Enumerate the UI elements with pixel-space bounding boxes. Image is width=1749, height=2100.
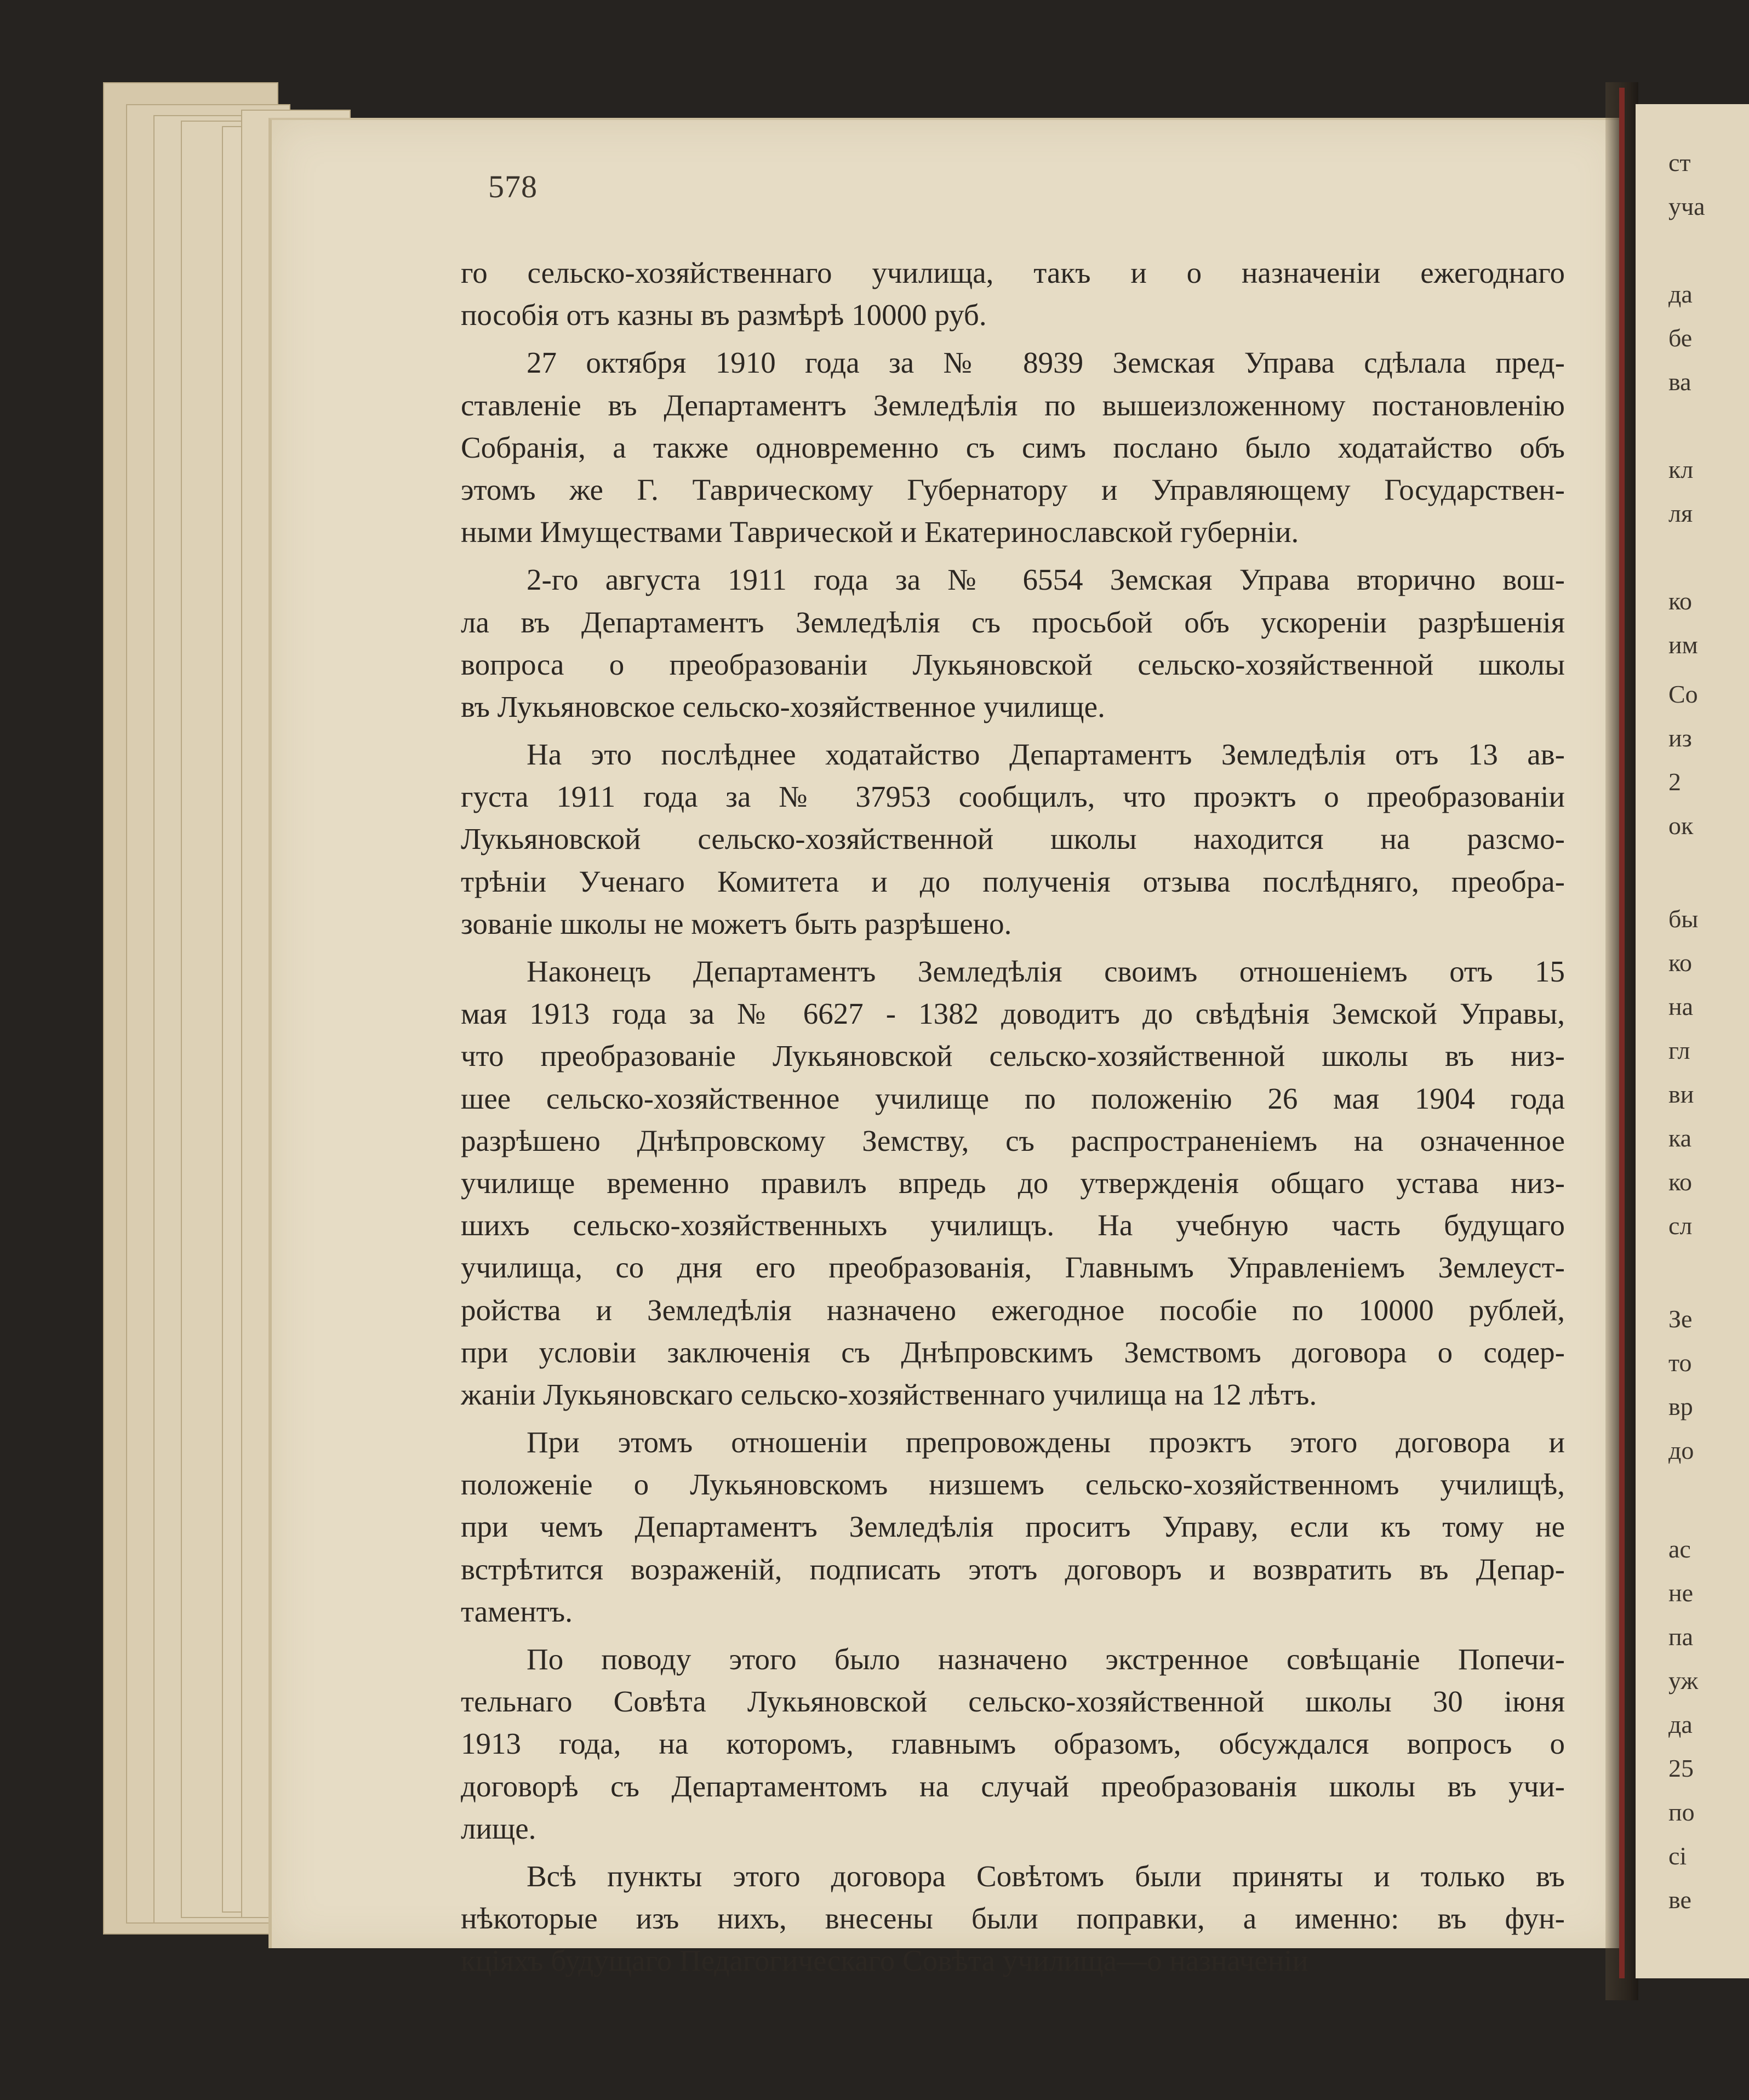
text-line: По поводу этого было назначено экстренное совѣщанiе Попечи- — [527, 1642, 1565, 1676]
facing-page-text: им — [1668, 631, 1698, 659]
facing-page-text: ля — [1668, 499, 1693, 527]
text-line: Лукьяновской сельско-хозяйственной школы находится на разсмо- — [461, 822, 1565, 856]
text-line: ла въ Департаментъ Земледѣлiя съ просьбой объ ускоренiи разрѣшенiя — [461, 605, 1565, 639]
text-line: разрѣшено Днѣпровскому Земству, съ распространенiемъ на означенное — [461, 1123, 1565, 1157]
text-line: ными Имуществами Таврической и Екатеринославской губернiи. — [461, 515, 1299, 549]
facing-page-text: ко — [1668, 587, 1693, 615]
text-line: вопроса о преобразованiи Лукьяновской сельско-хозяйственной школы — [461, 647, 1565, 681]
facing-page-text: да — [1668, 1710, 1693, 1738]
paragraph — [461, 252, 1565, 336]
facing-page-text: то — [1668, 1349, 1692, 1377]
text-line: что преобразованiе Лукьяновской сельско-хозяйственной школы въ низ- — [461, 1039, 1565, 1073]
facing-page-text: ас — [1668, 1535, 1691, 1563]
facing-page-text: ст — [1668, 149, 1691, 176]
text-line: таментъ. — [461, 1594, 573, 1628]
text-line: Наконецъ Департаментъ Земледѣлiя своимъ отношенiемъ отъ 15 — [527, 955, 1565, 988]
text-line: училища, со дня его преобразованiя, Главнымъ Управленiемъ Землеуст- — [461, 1251, 1565, 1285]
paragraph — [461, 1421, 1565, 1633]
text-line: въ Лукьяновское сельско-хозяйственное училище. — [461, 689, 1105, 723]
facing-page-fragment — [1636, 104, 1749, 1978]
page-number: 578 — [488, 169, 538, 204]
text-line: при чемъ Департаментъ Земледѣлiя проситъ Управу, если къ тому не — [461, 1510, 1565, 1544]
text-line: На это послѣднее ходатайство Департаментъ Земледѣлiя отъ 13 ав- — [527, 738, 1565, 772]
text-line: ставленiе въ Департаментъ Земледѣлiя по вышеизложенному постановленiю — [461, 388, 1565, 422]
facing-page-text: гл — [1668, 1036, 1690, 1064]
text-line: 1913 года, на которомъ, главнымъ образомъ, обсуждался вопросъ о — [461, 1727, 1565, 1761]
text-line: договорѣ съ Департаментомъ на случай преобразованiя школы въ учи- — [461, 1769, 1565, 1803]
facing-page-text: уча — [1668, 192, 1705, 220]
text-line: При этомъ отношенiи препровождены проэктъ этого договора и — [527, 1425, 1565, 1459]
facing-page-text: ка — [1668, 1124, 1692, 1152]
facing-page-text: ви — [1668, 1080, 1694, 1108]
facing-page-text: из — [1668, 724, 1692, 752]
paragraph — [461, 733, 1565, 945]
facing-page-text: Со — [1668, 680, 1698, 708]
facing-page-text: ко — [1668, 949, 1693, 977]
page-body-text — [461, 252, 1565, 1988]
text-line: этомъ же Г. Таврическому Губернатору и Управляющему Государствен- — [461, 472, 1565, 506]
facing-page-text: ок — [1668, 812, 1694, 840]
text-line: положенiе о Лукьяновскомъ низшемъ сельско-хозяйственномъ училищѣ, — [461, 1468, 1565, 1502]
text-line: густа 1911 года за № 37953 сообщилъ, что проэктъ о преобразованiи — [461, 780, 1565, 814]
facing-page-text: не — [1668, 1579, 1694, 1607]
text-line: пособiя отъ казны въ размѣрѣ 10000 руб. — [461, 298, 987, 332]
text-line: шее сельско-хозяйственное училище по положенiю 26 мая 1904 года — [461, 1081, 1565, 1115]
facing-page-text: до — [1668, 1436, 1694, 1464]
text-line: мая 1913 года за № 6627 - 1382 доводитъ до свѣдѣнiя Земской Управы, — [461, 997, 1565, 1031]
text-line: при условiи заключенiя съ Днѣпровскимъ Земствомъ договора о содер- — [461, 1335, 1565, 1369]
text-line: трѣнiи Ученаго Комитета и до полученiя отзыва послѣдняго, преобра- — [461, 864, 1565, 898]
facing-page-text: да — [1668, 280, 1693, 308]
text-line: нѣкоторые изъ нихъ, внесены были поправки, а именно: въ фун- — [461, 1902, 1565, 1936]
text-line: училище временно правилъ впредь до утвержденiя общаго устава низ- — [461, 1166, 1565, 1200]
text-line: тельнаго Совѣта Лукьяновской сельско-хозяйственной школы 30 iюня — [461, 1685, 1565, 1719]
page-edge-red — [1619, 88, 1625, 1978]
text-line: кцiяхъ будущаго Педагогическаго Совѣта училища—о назначенiи — [461, 1944, 1308, 1978]
facing-page-text: па — [1668, 1623, 1694, 1651]
facing-page-text: сі — [1668, 1842, 1687, 1870]
facing-page-text: бы — [1668, 905, 1699, 933]
facing-page-text: ко — [1668, 1168, 1693, 1196]
text-line: жанiи Лукьяновскаго сельско-хозяйственнаго училища на 12 лѣтъ. — [461, 1377, 1317, 1411]
book-page — [268, 118, 1622, 1978]
paragraph — [461, 558, 1565, 728]
facing-page-text: ва — [1668, 368, 1691, 396]
text-line: 2-го августа 1911 года за № 6554 Земская Управа вторично вош- — [527, 563, 1565, 597]
facing-page-text: вр — [1668, 1393, 1693, 1420]
facing-page-text: по — [1668, 1798, 1695, 1826]
facing-page-text: 2 — [1668, 768, 1681, 796]
facing-page-text: кл — [1668, 455, 1694, 483]
facing-page-text: 25 — [1668, 1754, 1694, 1782]
facing-page-text: Зе — [1668, 1305, 1693, 1333]
text-line: Собранiя, а также одновременно съ симъ послано было ходатайство объ — [461, 430, 1565, 464]
text-line: 27 октября 1910 года за № 8939 Земская Управа сдѣлала пред- — [527, 346, 1565, 380]
text-line: го сельско-хозяйственнаго училища, такъ и о назначенiи ежегоднаго — [461, 256, 1565, 289]
facing-page-text: бе — [1668, 324, 1693, 352]
text-line: зованiе школы не можетъ быть разрѣшено. — [461, 906, 1012, 940]
paragraph — [461, 341, 1565, 553]
text-line: Всѣ пункты этого договора Совѣтомъ были приняты и только въ — [527, 1859, 1565, 1893]
text-line: шихъ сельско-хозяйственныхъ училищъ. На учебную часть будущаго — [461, 1208, 1565, 1242]
facing-page-text: сл — [1668, 1212, 1693, 1240]
facing-page-text: на — [1668, 992, 1694, 1020]
paragraph — [461, 950, 1565, 1416]
paragraph — [461, 1855, 1565, 1982]
text-line: встрѣтится возраженiй, подписать этотъ договоръ и возвратить въ Депар- — [461, 1552, 1565, 1586]
text-line: ройства и Земледѣлiя назначено ежегодное пособiе по 10000 рублей, — [461, 1293, 1565, 1327]
paragraph — [461, 1638, 1565, 1850]
text-line: лище. — [461, 1811, 536, 1845]
facing-page-text: ве — [1668, 1886, 1691, 1914]
facing-page-text: уж — [1668, 1667, 1699, 1694]
